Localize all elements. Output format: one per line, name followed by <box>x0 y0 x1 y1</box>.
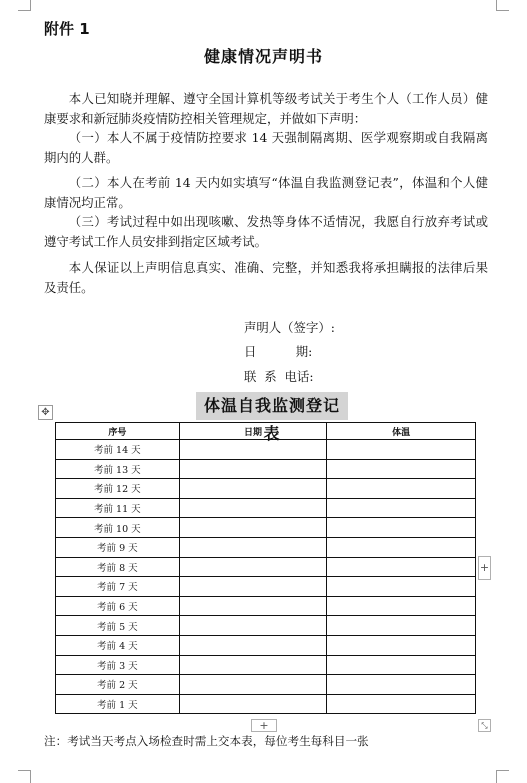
temperature-cell[interactable] <box>327 675 476 695</box>
temperature-cell[interactable] <box>327 577 476 597</box>
date-cell[interactable] <box>179 479 327 499</box>
table-row <box>56 557 476 577</box>
plus-icon[interactable]: + <box>251 719 277 732</box>
temperature-cell[interactable] <box>327 596 476 616</box>
temperature-cell[interactable] <box>327 635 476 655</box>
paragraph-guarantee: 本人保证以上声明信息真实、准确、完整，并知悉我将承担瞒报的法律后果及责任。 <box>44 260 488 295</box>
page-corner-mark-top-left <box>18 0 31 11</box>
document-title: 健康情况声明书 <box>203 47 323 66</box>
page-corner-mark-top-right <box>496 0 509 11</box>
temperature-cell[interactable] <box>327 498 476 518</box>
footnote: 注：考试当天考点入场检查时需上交本表，每位考生每科目一张 <box>44 734 369 748</box>
date-cell[interactable] <box>179 616 327 636</box>
paragraph-intro: 本人已知晓并理解、遵守全国计算机等级考试关于考生个人（工作人员）健康要求和新冠肺炎疫情防控相关管理规定，并做如下声明： <box>44 91 488 126</box>
row-label: 考前 6 天 <box>56 596 180 616</box>
phone-label: 联 系 电话: <box>244 369 314 384</box>
move-icon[interactable]: ✥ <box>38 405 53 420</box>
paragraph-clause-1: （一）本人不属于疫情防控要求 14 天强制隔离期、医学观察期或自我隔离期内的人群。 <box>44 130 488 165</box>
temperature-cell[interactable] <box>327 694 476 714</box>
table-header-row <box>56 423 476 440</box>
header-temperature: 体温 <box>327 423 476 440</box>
temperature-cell[interactable] <box>327 440 476 460</box>
date-cell[interactable] <box>179 596 327 616</box>
date-label: 日 期: <box>244 344 313 359</box>
table-row <box>56 694 476 714</box>
attachment-label: 附件 1 <box>44 20 90 38</box>
table-row <box>56 635 476 655</box>
paragraph-clause-2: （二）本人在考前 14 天内如实填写“体温自我监测登记表”，体温和个人健康情况均正常。 <box>44 175 488 210</box>
temperature-cell[interactable] <box>327 479 476 499</box>
table-row <box>56 616 476 636</box>
row-label: 考前 7 天 <box>56 577 180 597</box>
row-label: 考前 11 天 <box>56 498 180 518</box>
row-label: 考前 1 天 <box>56 694 180 714</box>
date-cell[interactable] <box>179 537 327 557</box>
page-corner-mark-bottom-right <box>496 770 509 783</box>
header-serial: 序号 <box>56 423 180 440</box>
date-cell[interactable] <box>179 694 327 714</box>
date-cell[interactable] <box>179 440 327 460</box>
temperature-cell[interactable] <box>327 557 476 577</box>
date-cell[interactable] <box>179 518 327 538</box>
table-row <box>56 675 476 695</box>
row-label: 考前 3 天 <box>56 655 180 675</box>
table-row <box>56 440 476 460</box>
row-label: 考前 14 天 <box>56 440 180 460</box>
page-corner-mark-bottom-left <box>18 770 31 783</box>
table-row <box>56 596 476 616</box>
table-row <box>56 577 476 597</box>
temperature-cell[interactable] <box>327 537 476 557</box>
date-cell[interactable] <box>179 675 327 695</box>
plus-icon[interactable]: + <box>478 556 491 580</box>
row-label: 考前 8 天 <box>56 557 180 577</box>
date-cell[interactable] <box>179 459 327 479</box>
table-title: 体温自我监测登记表 <box>196 392 348 420</box>
row-label: 考前 2 天 <box>56 675 180 695</box>
table-row <box>56 537 476 557</box>
resize-icon[interactable]: ⤡ <box>478 719 491 732</box>
date-cell[interactable] <box>179 577 327 597</box>
table-row <box>56 479 476 499</box>
temperature-log-table <box>55 422 476 714</box>
temperature-cell[interactable] <box>327 518 476 538</box>
date-cell[interactable] <box>179 498 327 518</box>
row-label: 考前 12 天 <box>56 479 180 499</box>
table-row <box>56 518 476 538</box>
table-row <box>56 459 476 479</box>
header-date: 日期 <box>179 423 327 440</box>
row-label: 考前 5 天 <box>56 616 180 636</box>
date-cell[interactable] <box>179 655 327 675</box>
declarant-signature-label: 声明人（签字）: <box>244 320 335 335</box>
temperature-cell[interactable] <box>327 459 476 479</box>
table-row <box>56 655 476 675</box>
row-label: 考前 10 天 <box>56 518 180 538</box>
date-cell[interactable] <box>179 635 327 655</box>
row-label: 考前 4 天 <box>56 635 180 655</box>
row-label: 考前 9 天 <box>56 537 180 557</box>
date-cell[interactable] <box>179 557 327 577</box>
paragraph-clause-3: （三）考试过程中如出现咳嗽、发热等身体不适情况，我愿自行放弃考试或遵守考试工作人员安排到指定区域考试。 <box>44 214 488 249</box>
table-row <box>56 498 476 518</box>
row-label: 考前 13 天 <box>56 459 180 479</box>
temperature-cell[interactable] <box>327 655 476 675</box>
temperature-cell[interactable] <box>327 616 476 636</box>
